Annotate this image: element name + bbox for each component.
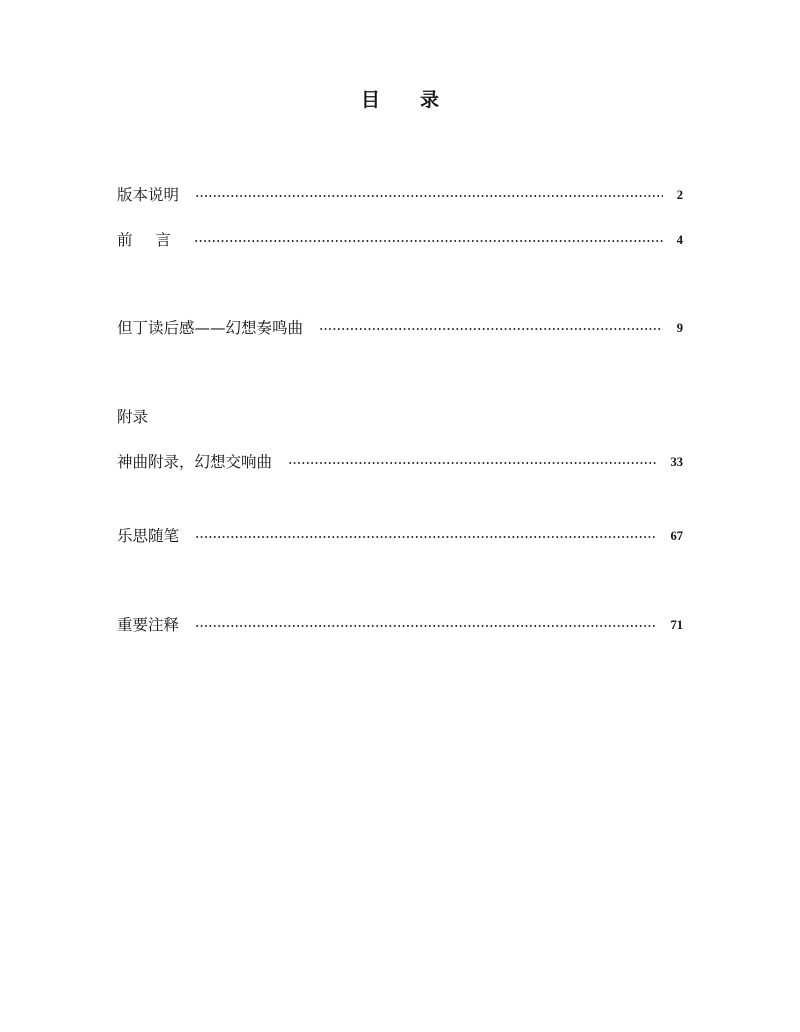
toc-title-char: 目 xyxy=(360,89,420,111)
toc-entry-page-number: 4 xyxy=(676,233,683,247)
toc-entry-page-number: 2 xyxy=(676,188,683,202)
dot-leader xyxy=(288,462,656,464)
dot-leader xyxy=(195,195,663,197)
toc-title-char: 录 xyxy=(420,89,480,111)
toc-entry-label: 重要注释 xyxy=(117,616,180,634)
dot-leader xyxy=(194,240,663,242)
toc-title xyxy=(0,86,800,114)
toc-entry-page-number: 9 xyxy=(676,321,683,335)
toc-entry-label: 版本说明 xyxy=(117,186,180,204)
toc-entry-label: 前言 xyxy=(117,231,195,249)
dot-leader xyxy=(195,625,656,627)
toc-entry-page-number: 71 xyxy=(670,618,683,632)
toc-entry[interactable] xyxy=(117,450,683,474)
appendix-heading: 附录 xyxy=(117,408,149,426)
toc-entry[interactable] xyxy=(117,183,683,207)
toc-entry[interactable] xyxy=(117,228,683,252)
toc-entry-page-number: 33 xyxy=(670,455,683,469)
toc-entry-page-number: 67 xyxy=(670,529,683,543)
toc-entry[interactable] xyxy=(117,316,683,340)
toc-entry[interactable] xyxy=(117,613,683,637)
toc-entry-label: 神曲附录，幻想交响曲 xyxy=(117,453,273,471)
toc-entry-label: 乐思随笔 xyxy=(117,527,180,545)
toc-entry[interactable] xyxy=(117,524,683,548)
dot-leader xyxy=(319,328,663,330)
toc-entry-label: 但丁读后感——幻想奏鸣曲 xyxy=(117,319,304,337)
dot-leader xyxy=(195,536,656,538)
